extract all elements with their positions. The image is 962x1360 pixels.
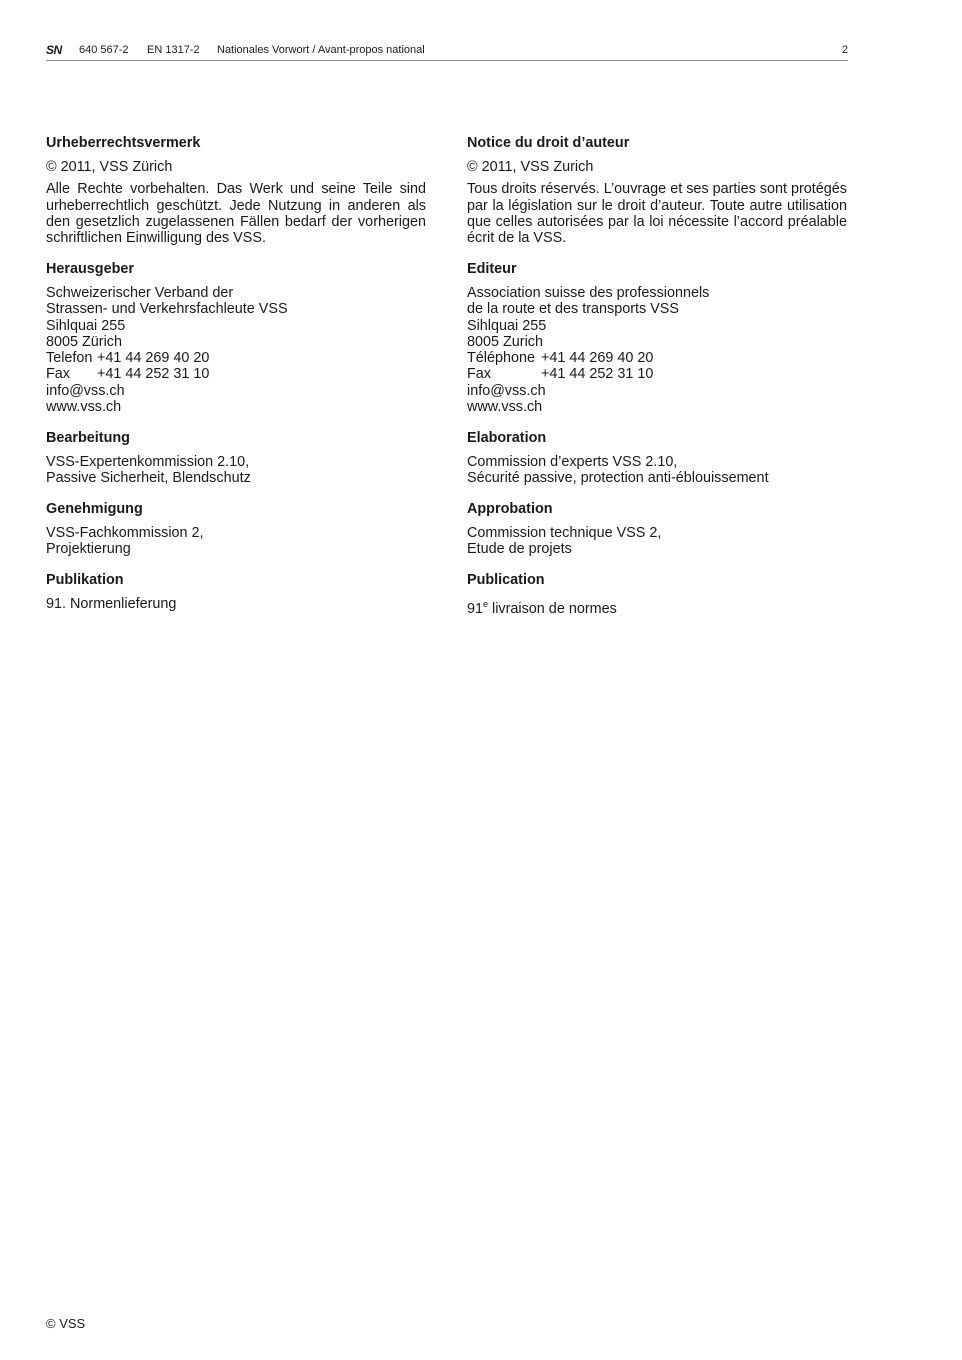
section-heading: Publication: [467, 572, 545, 589]
publisher-name-line: de la route et des transports VSS: [467, 301, 679, 318]
copyright-section-de: [46, 135, 426, 246]
section-heading: Urheberrechtsvermerk: [46, 135, 201, 151]
phone-number: +41 44 269 40 20: [97, 350, 210, 367]
approval-section-de: [46, 501, 426, 558]
street-address: Sihlquai 255: [46, 317, 126, 334]
phone-row: [46, 350, 426, 366]
phone-label: Telefon: [46, 350, 93, 367]
fax-label: Fax: [467, 366, 491, 383]
copyright-body: Alle Rechte vorbehalten. Das Werk und seine Teile sind urheberrechtlich geschützt. Jede Nutzung in anderen als den gesetzlich zugelassenen Fällen bedarf der vorherigen schriftlichen Einwilligung des VSS.: [46, 181, 426, 247]
section-heading: Elaboration: [467, 429, 547, 446]
copyright-body: Tous droits réservés. L’ouvrage et ses parties sont protégés par la législation sur le droit d’auteur. Toute autre utilisation que celles autorisées par la loi nécessite l’accord préalable écrit de la VSS.: [467, 181, 847, 247]
section-heading: Publikation: [46, 572, 124, 589]
delivery-number: 91: [467, 600, 484, 617]
fax-label: Fax: [46, 366, 70, 383]
approval-line: Etude de projets: [467, 541, 572, 558]
editing-section-de: [46, 430, 426, 487]
city-address: 8005 Zurich: [467, 333, 543, 350]
fax-number: +41 44 252 31 10: [541, 366, 654, 383]
website: www.vss.ch: [467, 399, 543, 416]
section-heading: Bearbeitung: [46, 429, 130, 446]
en-number: EN 1317-2: [147, 44, 200, 56]
header-title: Nationales Vorwort / Avant-propos national: [217, 44, 425, 56]
publication-section-de: [46, 572, 426, 612]
publisher-name-line: Schweizerischer Verband der: [46, 284, 234, 301]
french-column: [467, 135, 847, 632]
editing-line: Sécurité passive, protection anti-éblouissement: [467, 470, 769, 487]
delivery-text: livraison de normes: [488, 600, 617, 617]
fax-row: [467, 366, 847, 382]
section-heading: Editeur: [467, 260, 517, 277]
approval-line: Commission technique VSS 2,: [467, 524, 662, 541]
website: www.vss.ch: [46, 399, 122, 416]
publication-line: 91. Normenlieferung: [46, 596, 177, 613]
section-heading: Herausgeber: [46, 260, 134, 277]
publisher-name-line: Association suisse des professionnels: [467, 284, 710, 301]
phone-label: Téléphone: [467, 350, 536, 367]
phone-number: +41 44 269 40 20: [541, 350, 654, 367]
approval-line: VSS-Fachkommission 2,: [46, 524, 204, 541]
approval-section-fr: [467, 501, 847, 558]
fax-number: +41 44 252 31 10: [97, 366, 210, 383]
page-footer: © VSS: [46, 1316, 86, 1331]
email-address: info@vss.ch: [46, 382, 125, 399]
city-address: 8005 Zürich: [46, 333, 122, 350]
copyright-line: © 2011, VSS Zurich: [467, 159, 594, 175]
fax-row: [46, 366, 426, 382]
copyright-line: © 2011, VSS Zürich: [46, 159, 173, 175]
page-header: [46, 43, 848, 61]
editing-line: Commission d’experts VSS 2.10,: [467, 453, 678, 470]
section-heading: Approbation: [467, 500, 553, 517]
publisher-section-fr: [467, 261, 847, 415]
copyright-section-fr: [467, 135, 847, 246]
sn-logo: SN: [46, 43, 62, 57]
section-heading: Notice du droit d’auteur: [467, 135, 630, 151]
publisher-section-de: [46, 261, 426, 415]
editing-line: VSS-Expertenkommission 2.10,: [46, 453, 250, 470]
ordinal-superscript: e: [483, 599, 489, 610]
street-address: Sihlquai 255: [467, 317, 547, 334]
publication-line: [467, 596, 847, 617]
german-column: [46, 135, 426, 627]
editing-line: Passive Sicherheit, Blendschutz: [46, 470, 251, 487]
standard-number: 640 567-2: [79, 44, 129, 56]
page-number: 2: [841, 44, 848, 56]
publication-section-fr: [467, 572, 847, 617]
editing-section-fr: [467, 430, 847, 487]
publisher-name-line: Strassen- und Verkehrsfachleute VSS: [46, 301, 288, 318]
email-address: info@vss.ch: [467, 382, 546, 399]
phone-row: [467, 350, 847, 366]
approval-line: Projektierung: [46, 541, 131, 558]
section-heading: Genehmigung: [46, 500, 143, 517]
